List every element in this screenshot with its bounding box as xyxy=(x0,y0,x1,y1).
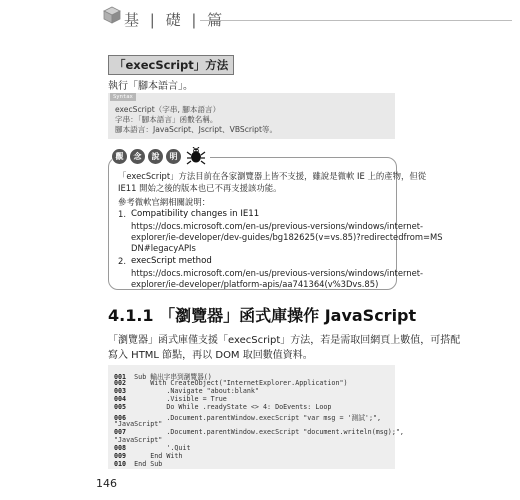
code-line-number: 009 xyxy=(114,452,127,460)
note-item-link[interactable]: https://docs.microsoft.com/en-us/previous-versions/windows/internet- xyxy=(131,221,424,231)
code-line-number: 002 xyxy=(114,379,127,388)
note-item-link[interactable]: explorer/ie-developer/platform-apis/aa741364(v%3Dvs.85) xyxy=(131,279,379,289)
note-item-number: 1. xyxy=(118,209,126,219)
code-line-text: .Document.parentWindow.execScript "var msg = '測試';", xyxy=(126,413,382,422)
code-line-text: Sub 輸出字串到瀏覽器() xyxy=(126,373,212,381)
concept-note-badge xyxy=(112,147,210,165)
header-rule xyxy=(200,20,512,21)
code-line-text: End Sub xyxy=(126,460,163,469)
note-item-number: 2. xyxy=(118,256,126,266)
code-line-text: "JavaScript" xyxy=(114,419,163,428)
note-line: IE11 開始之後的版本也已不再支援該功能。 xyxy=(118,183,282,193)
code-line-number: 007 xyxy=(114,427,127,436)
code-line xyxy=(114,420,162,428)
section-intro: 執行「腳本語言」。 xyxy=(108,81,193,92)
code-line-text: With CreateObject("InternetExplorer.Application") xyxy=(126,379,348,388)
syntax-box xyxy=(108,93,395,139)
code-line-number: 004 xyxy=(114,395,127,404)
code-line-text: '.Quit xyxy=(126,443,191,452)
note-item-link[interactable]: https://docs.microsoft.com/en-us/previous-versions/windows/internet- xyxy=(131,268,424,278)
code-line-number: 006 xyxy=(114,413,127,422)
badge-char: 觀 xyxy=(112,149,127,164)
bug-icon xyxy=(186,147,206,165)
code-line xyxy=(114,403,331,411)
code-line xyxy=(114,428,404,436)
code-line-text: .Visible = True xyxy=(126,395,227,404)
paragraph-line: 寫入 HTML 節點，再以 DOM 取回數值資料。 xyxy=(108,350,313,361)
code-line-text: End With xyxy=(126,452,183,460)
code-line xyxy=(114,379,348,387)
note-item-link[interactable]: DN#legacyAPIs xyxy=(131,243,196,253)
code-line xyxy=(114,436,162,444)
code-line-number: 010 xyxy=(114,460,127,469)
code-line-text: .Document.parentWindow.execScript "document.writeln(msg);", xyxy=(126,427,404,436)
badge-char: 念 xyxy=(130,149,145,164)
code-line xyxy=(114,387,259,395)
note-item-title: Compatibility changes in IE11 xyxy=(131,209,260,219)
chapter-title: 基 | 礎 | 篇 xyxy=(124,11,226,29)
section-label: 「execScript」方法 xyxy=(108,55,234,75)
code-line xyxy=(114,452,182,460)
code-line-text: "JavaScript" xyxy=(114,435,163,444)
syntax-line: execScript（字串, 腳本語言） xyxy=(115,105,221,114)
paragraph-line: 「瀏覽器」函式庫僅支援「execScript」方法，若是需取回網頁上數值，可搭配 xyxy=(108,335,461,346)
code-line xyxy=(114,395,227,403)
code-line-number: 001 xyxy=(114,373,127,381)
note-item-title: execScript method xyxy=(131,256,212,266)
syntax-line: 字串：「腳本語言」函數名稱。 xyxy=(115,115,218,124)
note-line: 參考微軟官網相關說明： xyxy=(118,197,211,207)
note-item-link[interactable]: explorer/ie-developer/dev-guides/bg182625(v=vs.85)?redirectedfrom=MS xyxy=(131,232,443,242)
page-number: 146 xyxy=(96,477,117,490)
section-heading: 4.1.1 「瀏覽器」函式庫操作 JavaScript xyxy=(108,306,417,325)
badge-char: 說 xyxy=(148,149,163,164)
badge-char: 明 xyxy=(166,149,181,164)
code-line-number: 005 xyxy=(114,403,127,412)
code-line xyxy=(114,460,162,468)
syntax-tag: Syntax xyxy=(110,93,136,101)
code-listing xyxy=(108,365,404,469)
code-line xyxy=(114,444,191,452)
code-line-number: 003 xyxy=(114,387,127,396)
cube-logo-icon xyxy=(103,6,121,24)
code-line-text: .Navigate "about:blank" xyxy=(126,387,259,396)
note-line: 「execScript」方法目前在各家瀏覽器上皆不支援，雖說是微軟 IE 上的產物，但從 xyxy=(118,171,427,181)
chapter-header xyxy=(0,0,520,38)
code-line-number: 008 xyxy=(114,443,127,452)
syntax-line: 腳本語言：JavaScript、Jscript、VBScript等。 xyxy=(115,125,278,134)
code-line-text: Do While .readyState <> 4: DoEvents: Loop xyxy=(126,403,332,412)
